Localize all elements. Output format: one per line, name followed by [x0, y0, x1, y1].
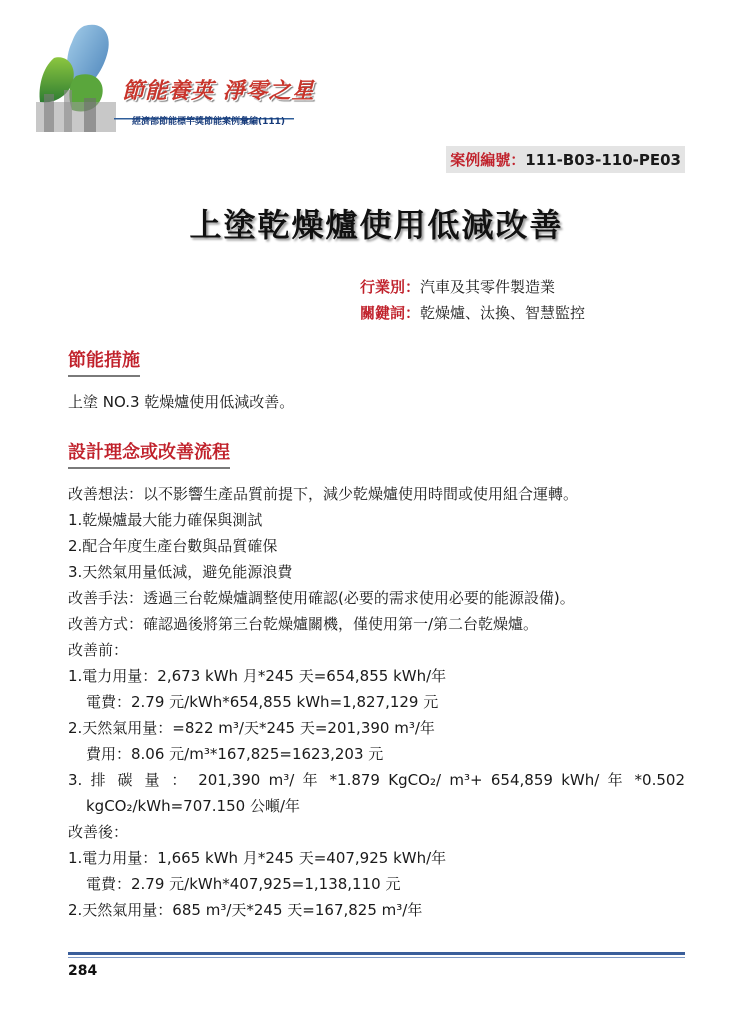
keywords-label: 關鍵詞：: [360, 304, 421, 322]
case-number-box: [446, 146, 685, 173]
section-energy-measures-text: 上塗 NO.3 乾燥爐使用低減改善。: [68, 393, 295, 411]
logo-subtitle: 經濟部節能標竿獎節能案例彙編(111): [132, 117, 286, 127]
industry-label: 行業別：: [360, 278, 421, 296]
body-line: 2.配合年度生產台數與品質確保: [68, 537, 278, 555]
body-line: 改善手法：透過三台乾燥爐調整使用確認(必要的需求使用必要的能源設備)。: [68, 589, 575, 607]
body-line: 1.電力用量：1,665 kWh 月*245 天=407,925 kWh/年: [68, 849, 447, 867]
body-line: 3. 排 碳 量 ： 201,390 m³/ 年 *1.879 KgCO₂/ m³+ 654,859 kWh/ 年 *0.502: [68, 771, 685, 789]
body-line: 改善前：: [68, 641, 129, 659]
body-line: 電費：2.79 元/kWh*407,925=1,138,110 元: [86, 875, 401, 893]
industry-line: [360, 276, 555, 297]
body-line: 改善想法：以不影響生產品質前提下，減少乾燥爐使用時間或使用組合運轉。: [68, 485, 579, 503]
body-line: 改善方式：確認過後將第三台乾燥爐關機，僅使用第一/第二台乾燥爐。: [68, 615, 539, 633]
industry-value: 汽車及其零件製造業: [420, 278, 556, 296]
body-line: kgCO₂/kWh=707.150 公噸/年: [86, 797, 300, 815]
case-number-label: 案例編號：: [450, 151, 526, 169]
footer-rule: [68, 952, 685, 955]
logo-title: 節能養英 淨零之星: [122, 78, 315, 104]
body-line: 2.天然氣用量：685 m³/天*245 天=167,825 m³/年: [68, 901, 423, 919]
section-heading-energy-measures: 節能措施: [68, 346, 140, 377]
section-heading-design-process: 設計理念或改善流程: [68, 438, 230, 469]
page-number: 284: [68, 963, 98, 979]
body-line: 3.天然氣用量低減，避免能源浪費: [68, 563, 293, 581]
body-line: 改善後：: [68, 823, 129, 841]
body-line: 費用：8.06 元/m³*167,825=1623,203 元: [86, 745, 384, 763]
body-line: 1.乾燥爐最大能力確保與測試: [68, 511, 263, 529]
footer-rule-thin: [68, 957, 685, 958]
body-line: 2.天然氣用量：=822 m³/天*245 天=201,390 m³/年: [68, 719, 435, 737]
page-title: 上塗乾燥爐使用低減改善: [189, 206, 564, 244]
keywords-line: [360, 302, 585, 323]
keywords-value: 乾燥爐、汰換、智慧監控: [420, 304, 586, 322]
body-line: 1.電力用量：2,673 kWh 月*245 天=654,855 kWh/年: [68, 667, 447, 685]
case-number-value: 111-B03-110-PE03: [525, 151, 681, 169]
logo: [14, 18, 315, 138]
body-line: 電費：2.79 元/kWh*654,855 kWh=1,827,129 元: [86, 693, 439, 711]
